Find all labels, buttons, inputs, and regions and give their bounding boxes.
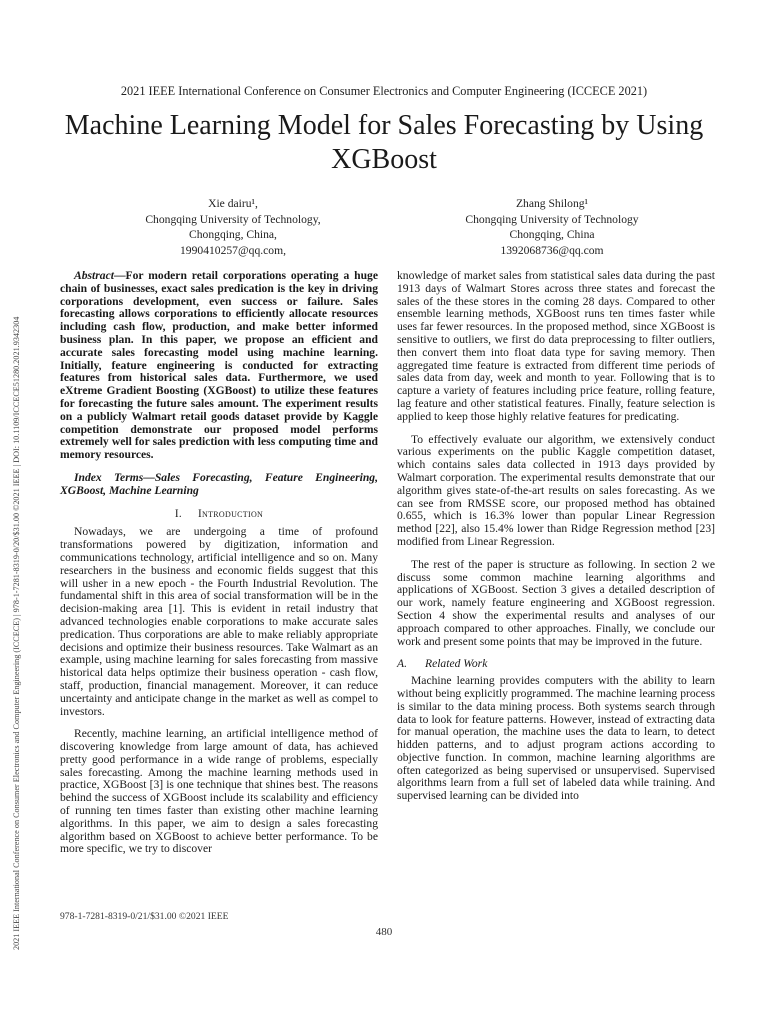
intro-paragraph-1: Nowadays, we are undergoing a time of profound transformations powered by digitization, information and communications technology, artificial intelligence and so on. Many researchers in the business and economic fields suggest that this will usher in a new epoch - the Fourth Industrial Revolution. The fundamental shift in this area of social transformation will be in the decision-making area [1]. This is evident in retail industry that advanced technologies enable corporations to make accurate sales predication. Thus corporations are able to make reliably appropriate decisions and optimize their business resources. Take Walmart as an example, using machine learning for sales forecasting from massive historical data helps optimize their business operation - cash flow, staff, production, financial management. Moreover, it can reduce uncertainty and anticipate change in the market as well as compel to investors. bbox=[60, 525, 378, 718]
abstract-text: —For modern retail corporations operating a huge chain of businesses, exact sales predication is the key in driving corporations development, even success or failure. Sales forecasting allows corporations to efficiently allocate resources including cash flow, production, and make better informed business plan. In this paper, we propose an efficient and accurate sales forecasting model using machine learning. Initially, feature engineering is conducted for extracting features from historical sales data. Furthermore, we used eXtreme Gradient Boosting (XGBoost) to utilize these features for forecasting the future sales amount. The experiment results on a publicly Walmart retail goods dataset provide by Kaggle competition demonstrate our proposed model performs extremely well for sales prediction with less computing time and memory resources. bbox=[60, 269, 378, 462]
author-affiliation: Chongqing University of Technology, bbox=[145, 212, 321, 226]
intro-paragraph-3: knowledge of market sales from statistical sales data during the past 1913 days of Walmart Stores across three states and forecast the sales of the these stores in the coming 28 days. Compared to other ensemble learning methods, XGBoost runs ten times faster while uses far fewer resources. In the proposed method, since XGBoost is sensitive to outliers, we first do data preprocessing to filter outliers, then convert them into float data type for saving memory. Then aggregated time feature is extracted from different time periods of sales data from day, week and month to year. Following that is to capture a variety of features including price feature, rolling feature, lag feature and other statistical features. Finally, feature selection is applied to keep those highly relative features for predicating. bbox=[397, 269, 715, 423]
section-number: I. bbox=[174, 507, 182, 520]
abstract bbox=[60, 270, 378, 462]
author-block-1 bbox=[103, 196, 363, 258]
author-location: Chongqing, China, bbox=[189, 228, 277, 241]
intro-paragraph-4: To effectively evaluate our algorithm, we extensively conduct various experiments on the public Kaggle competition dataset, which contains sales data collected in 1913 days provided by Walmart corporation. The experimental results demonstrate that our algorithm gives state-of-the-art results on sales forecasting. As we can see from RMSSE score, our proposed method has obtained 0.655, which is 16.3% lower than popular Linear Regression method [22], also 15.4% lower than Ridge Regression method [23] modified from Linear Regression. bbox=[397, 432, 715, 548]
subsection-number: A. bbox=[397, 657, 407, 671]
paper-title: Machine Learning Model for Sales Forecasting by Using XGBoost bbox=[64, 110, 704, 175]
page-number: 480 bbox=[375, 926, 393, 938]
subsection-heading-related-work bbox=[397, 658, 715, 671]
author-email: 1392068736@qq.com bbox=[500, 243, 604, 257]
footer-copyright: 978-1-7281-8319-0/21/$31.00 ©2021 IEEE bbox=[60, 911, 229, 922]
section-title: Introduction bbox=[198, 507, 264, 520]
intro-paragraph-5: The rest of the paper is structure as following. In section 2 we discuss some common machine learning algorithms and applications of XGBoost. Section 3 gives a detailed description of our work, namely feature engineering and XGBoost regression. Section 4 show the experimental results and analyses of our approach compared to other approaches. Finally, we conclude our work and present some points that may be improved in the future. bbox=[397, 557, 715, 648]
conference-header: 2021 IEEE International Conference on Consumer Electronics and Computer Engineering (ICCECE 2021) bbox=[120, 84, 648, 98]
author-name: Xie dairu¹, bbox=[208, 197, 258, 210]
intro-paragraph-2: Recently, machine learning, an artificial intelligence method of discovering knowledge from large amount of data, has achieved pretty good performance in a wide range of problems, especially sales forecasting. Among the machine learning methods used in practice, XGBoost [3] is one technique that shines best. The reasons behind the success of XGBoost include its scalability and efficiency of running ten times faster than existing other machine learning algorithms. In this paper, we aim to design a sales forecasting algorithm based on XGBoost to achieve better performance. To be more specific, we try to discover bbox=[60, 727, 378, 856]
subsection-title: Related Work bbox=[424, 657, 488, 671]
doi-sidebar: 2021 IEEE International Conference on Consumer Electronics and Computer Engineering (ICCECE) | 978-1-7281-8319-0/20/$31.00 ©2021 IEEE | DOI: 10.1109/ICCECE51280.2021.9342304 bbox=[12, 316, 21, 950]
index-terms: Index Terms—Sales Forecasting, Feature Engineering, XGBoost, Machine Learning bbox=[60, 470, 378, 497]
abstract-label: Abstract bbox=[74, 269, 114, 282]
right-column bbox=[397, 270, 715, 803]
section-heading-introduction bbox=[60, 508, 378, 521]
author-location: Chongqing, China bbox=[509, 228, 595, 241]
author-affiliation: Chongqing University of Technology bbox=[465, 212, 639, 226]
left-column bbox=[60, 270, 378, 856]
related-work-paragraph: Machine learning provides computers with the ability to learn without being explicitly programmed. The machine learning process is similar to the data mining process. Both systems search through data to look for feature patterns. However, instead of extracting data for manual operation, the machine uses the data to learn, to detect hidden patterns, and to adjust program actions according to objective function. In common, machine learning algorithms are often categorized as being supervised or unsupervised. Supervised algorithms learn from a full set of labeled data while training. And supervised learning can be divided into bbox=[397, 674, 715, 803]
author-block-2 bbox=[422, 196, 682, 258]
author-email: 1990410257@qq.com, bbox=[180, 243, 286, 257]
author-name: Zhang Shilong¹ bbox=[515, 197, 589, 210]
